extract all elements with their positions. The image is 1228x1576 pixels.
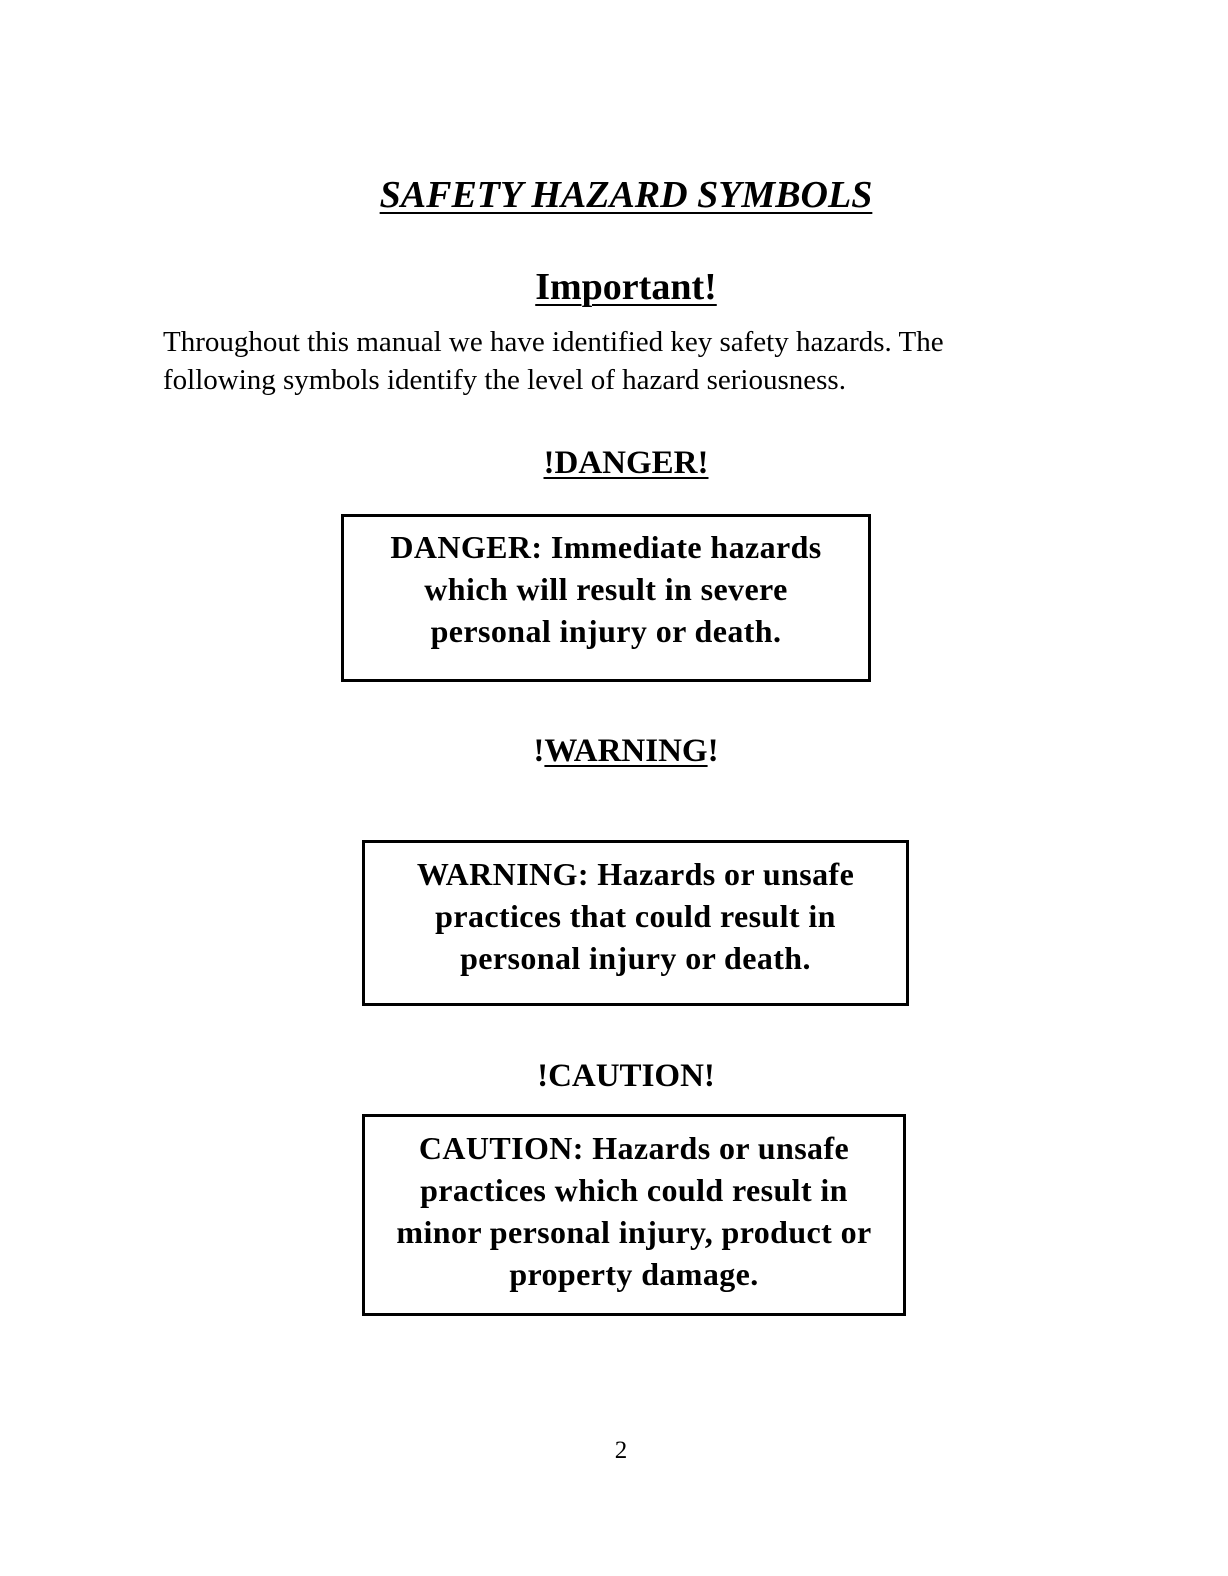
danger-box-line: DANGER: Immediate hazards <box>390 529 822 565</box>
document-title: SAFETY HAZARD SYMBOLS <box>379 174 873 216</box>
danger-box-line: which will result in severe <box>424 571 788 607</box>
intro-paragraph <box>163 323 1123 399</box>
caution-box-line: property damage. <box>509 1256 759 1292</box>
danger-box <box>341 514 871 682</box>
caution-box-line: practices which could result in <box>420 1172 848 1208</box>
caution-box-line: minor personal injury, product or <box>396 1214 872 1250</box>
warning-heading <box>0 731 1228 771</box>
warning-box <box>362 840 909 1006</box>
warning-heading-suffix: ! <box>707 733 719 769</box>
warning-heading-prefix: ! <box>533 733 545 769</box>
danger-heading <box>0 443 1228 483</box>
warning-box-line: personal injury or death. <box>460 940 811 976</box>
caution-box-line: CAUTION: Hazards or unsafe <box>418 1130 850 1166</box>
page-number: 2 <box>614 1437 628 1464</box>
danger-box-line: personal injury or death. <box>430 613 782 649</box>
warning-box-line: WARNING: Hazards or unsafe <box>416 856 855 892</box>
warning-heading-label: WARNING <box>544 733 708 769</box>
caution-heading <box>0 1056 1228 1096</box>
warning-box-line: practices that could result in <box>435 898 836 934</box>
caution-box-text <box>396 1127 871 1295</box>
important-heading: Important! <box>535 266 717 308</box>
warning-box-text <box>417 853 854 979</box>
intro-line: following symbols identify the level of hazard seriousness. <box>163 364 846 396</box>
danger-box-text <box>390 526 821 652</box>
intro-line: Throughout this manual we have identified key safety hazards. The <box>163 326 944 358</box>
danger-heading-label: !DANGER! <box>543 445 709 481</box>
caution-box <box>362 1114 906 1316</box>
caution-heading-label: !CAUTION! <box>537 1058 715 1094</box>
